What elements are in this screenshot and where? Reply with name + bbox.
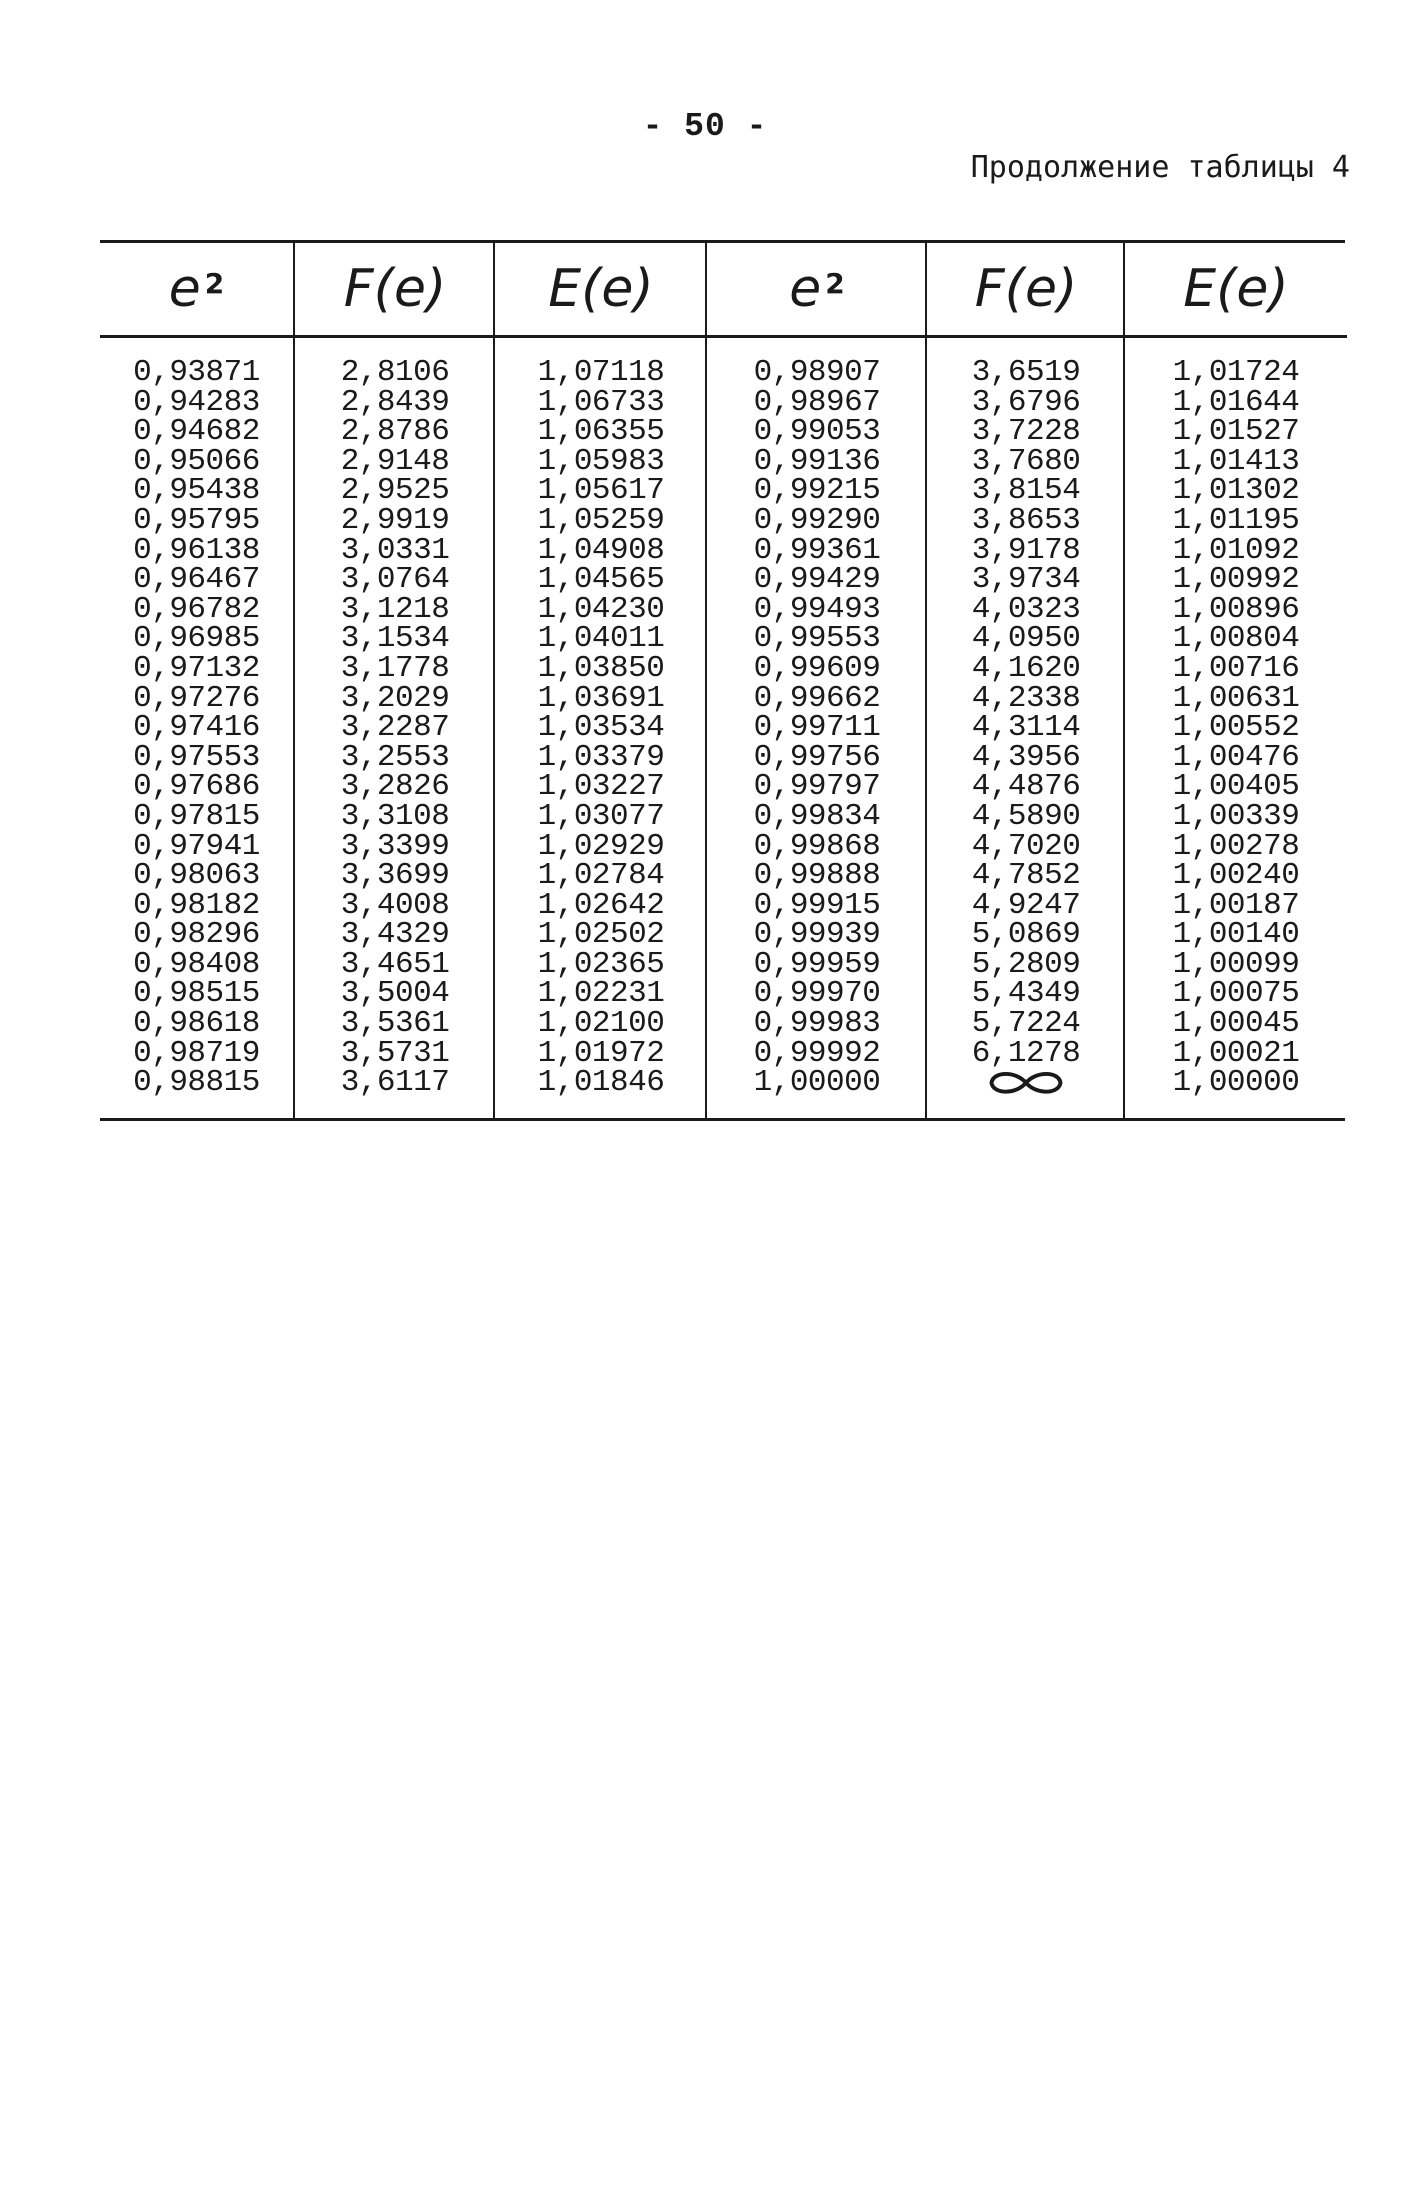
header-e-right [1125,243,1347,338]
table-cell: 3,2553 [340,739,450,775]
table-cell: 0,97132 [133,650,260,686]
table-cell: 1,00240 [1172,858,1300,894]
table-cell: 0,99290 [753,502,881,538]
table-cell: 3,1534 [340,621,450,657]
table-cell: 0,99959 [753,946,881,982]
table-cell: 0,98719 [133,1035,260,1071]
table-cell: 0,98618 [133,1006,260,1042]
table-cell: 3,3399 [340,828,450,864]
table-cell: 1,00187 [1172,887,1300,923]
table-continuation-caption: Продолжение таблицы 4 [970,150,1350,185]
cells-e2-right [707,355,927,1101]
table-cell: 3,5731 [340,1035,450,1071]
table-cell: 0,99429 [753,562,881,598]
table-cell: 0,97686 [133,769,260,805]
table-cell: 1,05617 [537,473,665,509]
table-cell: 0,99215 [753,473,881,509]
table-cell: 1,01413 [1172,443,1300,479]
table-cell: 3,1778 [340,650,450,686]
table-cell: 1,00099 [1172,946,1300,982]
table-cell: 1,00631 [1172,680,1300,716]
table-cell: 1,00278 [1172,828,1300,864]
header-f-right [927,243,1125,338]
table-cell: 1,00339 [1172,798,1300,834]
table-cell: 1,03077 [537,798,665,834]
table-cell: 0,96985 [133,621,260,657]
table-cell: 0,99939 [753,917,881,953]
table-cell: 0,97416 [133,710,260,746]
table-cell: 0,98815 [133,1065,260,1101]
cells-f-left [295,355,495,1101]
table-cell: 0,99136 [753,443,881,479]
cells-e-right [1125,355,1347,1101]
column-e2-right [705,243,927,1118]
table-cell: 0,99797 [753,769,881,805]
table-cell: 0,96138 [133,532,260,568]
cells-e2-left [100,355,293,1101]
table-cell: 1,02784 [537,858,665,894]
table-cell: 0,96467 [133,562,260,598]
table-cell: 1,03534 [537,710,665,746]
column-e2-left [100,243,293,1118]
table-cell: 2,9525 [340,473,450,509]
table-cell: 1,00896 [1172,591,1300,627]
table-cell: 0,98515 [133,976,260,1012]
table-cell: 0,99609 [753,650,881,686]
table-cell: 1,00000 [1172,1065,1300,1101]
cells-f-right [927,355,1125,1105]
table-cell: 3,9178 [971,532,1081,568]
table-cell: 1,01846 [537,1065,665,1101]
table-cell: 3,4008 [340,887,450,923]
table-cell: 1,03691 [537,680,665,716]
table-cell: 1,01092 [1172,532,1300,568]
table-cell: 2,8786 [340,414,450,450]
table-cell: 1,00552 [1172,710,1300,746]
column-e-right [1123,243,1347,1118]
infinity-icon [981,1068,1071,1105]
header-e2-right [707,243,927,338]
table-cell: 4,7852 [971,858,1081,894]
header-label: E(e) [1183,259,1289,319]
table-cell: 1,00000 [753,1065,881,1101]
table-cell: 2,8106 [340,355,450,390]
table-cell: 4,0950 [971,621,1081,657]
table-cell: 0,99915 [753,887,881,923]
table-cell: 3,4651 [340,946,450,982]
table-cell: 5,0869 [971,917,1081,953]
table-cell: 1,04565 [537,562,665,598]
column-e-left [493,243,707,1118]
table-cell: 1,04230 [537,591,665,627]
table-cell: 0,99970 [753,976,881,1012]
table-cell: 1,00140 [1172,917,1300,953]
page-number: - 50 - [642,108,768,145]
table-cell: 0,95066 [133,443,260,479]
table-cell: 3,2029 [340,680,450,716]
table-cell: 3,7680 [971,443,1081,479]
table-cell: 1,01195 [1172,502,1300,538]
table-cell: 0,99361 [753,532,881,568]
header-e-left [495,243,707,338]
table-cell: 0,95438 [133,473,260,509]
table-cell: 3,9734 [971,562,1081,598]
table-cell: 1,00716 [1172,650,1300,686]
table-cell: 0,98907 [753,355,881,390]
table-cell: 3,1218 [340,591,450,627]
table-cell: 1,00045 [1172,1006,1300,1042]
table-cell: 3,6519 [971,355,1081,390]
table-cell: 1,06733 [537,384,665,420]
table-cell: 1,01302 [1172,473,1300,509]
table-cell: 4,0323 [971,591,1081,627]
table-cell: 0,99888 [753,858,881,894]
table-cell: 1,01972 [537,1035,665,1071]
table-cell: 0,93871 [133,355,260,390]
table-cell: 2,9919 [340,502,450,538]
table-cell: 0,99834 [753,798,881,834]
table-cell: 0,97553 [133,739,260,775]
table-cell: 0,99662 [753,680,881,716]
header-superscript: 2 [825,266,845,300]
column-f-left [293,243,495,1118]
table-cell: 3,0331 [340,532,450,568]
table-cell: 1,03850 [537,650,665,686]
table-cell: 2,8439 [340,384,450,420]
table-cell: 1,05259 [537,502,665,538]
column-f-right [925,243,1125,1118]
table-cell: 3,6117 [340,1065,450,1101]
table-cell: 3,5361 [340,1006,450,1042]
table-cell: 1,02502 [537,917,665,953]
table-cell: 0,99992 [753,1035,881,1071]
table-cell: 0,99868 [753,828,881,864]
table-cell: 3,3108 [340,798,450,834]
table-cell: 1,01724 [1172,355,1300,390]
table-cell: 3,2287 [340,710,450,746]
table-cell: 1,01527 [1172,414,1300,450]
table-cell: 0,97941 [133,828,260,864]
table-cell: 1,02100 [537,1006,665,1042]
table-cell: 1,02231 [537,976,665,1012]
table-cell: 1,07118 [537,355,665,390]
table-cell: 1,06355 [537,414,665,450]
table-cell: 0,98063 [133,858,260,894]
table-cell: 3,2826 [340,769,450,805]
table-cell: 3,8154 [971,473,1081,509]
table-cell: 0,98182 [133,887,260,923]
table-cell: 4,3114 [971,710,1081,746]
table-cell: 5,4349 [971,976,1081,1012]
table-cell: 3,8653 [971,502,1081,538]
table-cell: 5,7224 [971,1006,1081,1042]
table-cell: 0,94283 [133,384,260,420]
table-cell: 0,98296 [133,917,260,953]
table-cell: 4,4876 [971,769,1081,805]
table-cell: 4,3956 [971,739,1081,775]
table-cell: 0,99711 [753,710,881,746]
table-cell: 0,96782 [133,591,260,627]
header-label: e [168,259,201,319]
table-cell: 1,01644 [1172,384,1300,420]
table-cell: 3,0764 [340,562,450,598]
table-cell: 0,98967 [753,384,881,420]
header-label: E(e) [548,259,654,319]
table-cell: 1,00804 [1172,621,1300,657]
table-cell: 2,9148 [340,443,450,479]
table-cell: 1,04011 [537,621,665,657]
table-cell: 0,99553 [753,621,881,657]
table-cell: 1,02365 [537,946,665,982]
header-e2-left [100,243,293,338]
table-cell: 0,99756 [753,739,881,775]
table-cell: 4,5890 [971,798,1081,834]
header-label: F(e) [343,259,447,319]
table-cell: 4,9247 [971,887,1081,923]
header-label: F(e) [974,259,1078,319]
table-cell: 0,94682 [133,414,260,450]
table-cell: 4,1620 [971,650,1081,686]
table-cell: 0,97276 [133,680,260,716]
table-cell: 0,95795 [133,502,260,538]
header-f-left [295,243,495,338]
table-cell: 1,03227 [537,769,665,805]
header-label: e [789,259,822,319]
table-cell: 0,97815 [133,798,260,834]
table-cell: 3,6796 [971,384,1081,420]
table-cell: 5,2809 [971,946,1081,982]
table-cell: 0,99983 [753,1006,881,1042]
table-cell: 3,3699 [340,858,450,894]
table-cell: 6,1278 [971,1035,1081,1071]
table-cell: 1,00405 [1172,769,1300,805]
table-cell: 3,7228 [971,414,1081,450]
table-cell: 3,5004 [340,976,450,1012]
table-cell: 1,04908 [537,532,665,568]
table-cell: 1,00476 [1172,739,1300,775]
table-cell: 1,00075 [1172,976,1300,1012]
table-cell: 1,00021 [1172,1035,1300,1071]
table-cell: 0,99053 [753,414,881,450]
table-cell: 0,98408 [133,946,260,982]
cells-e-left [495,355,707,1101]
table-cell: 1,02929 [537,828,665,864]
table-cell: 1,00992 [1172,562,1300,598]
table-cell: 0,99493 [753,591,881,627]
table-cell: 4,7020 [971,828,1081,864]
data-table [100,240,1345,1121]
table-cell: 1,05983 [537,443,665,479]
table-cell: 1,02642 [537,887,665,923]
table-cell: 1,03379 [537,739,665,775]
table-cell: 3,4329 [340,917,450,953]
header-superscript: 2 [204,266,225,300]
table-cell: 4,2338 [971,680,1081,716]
